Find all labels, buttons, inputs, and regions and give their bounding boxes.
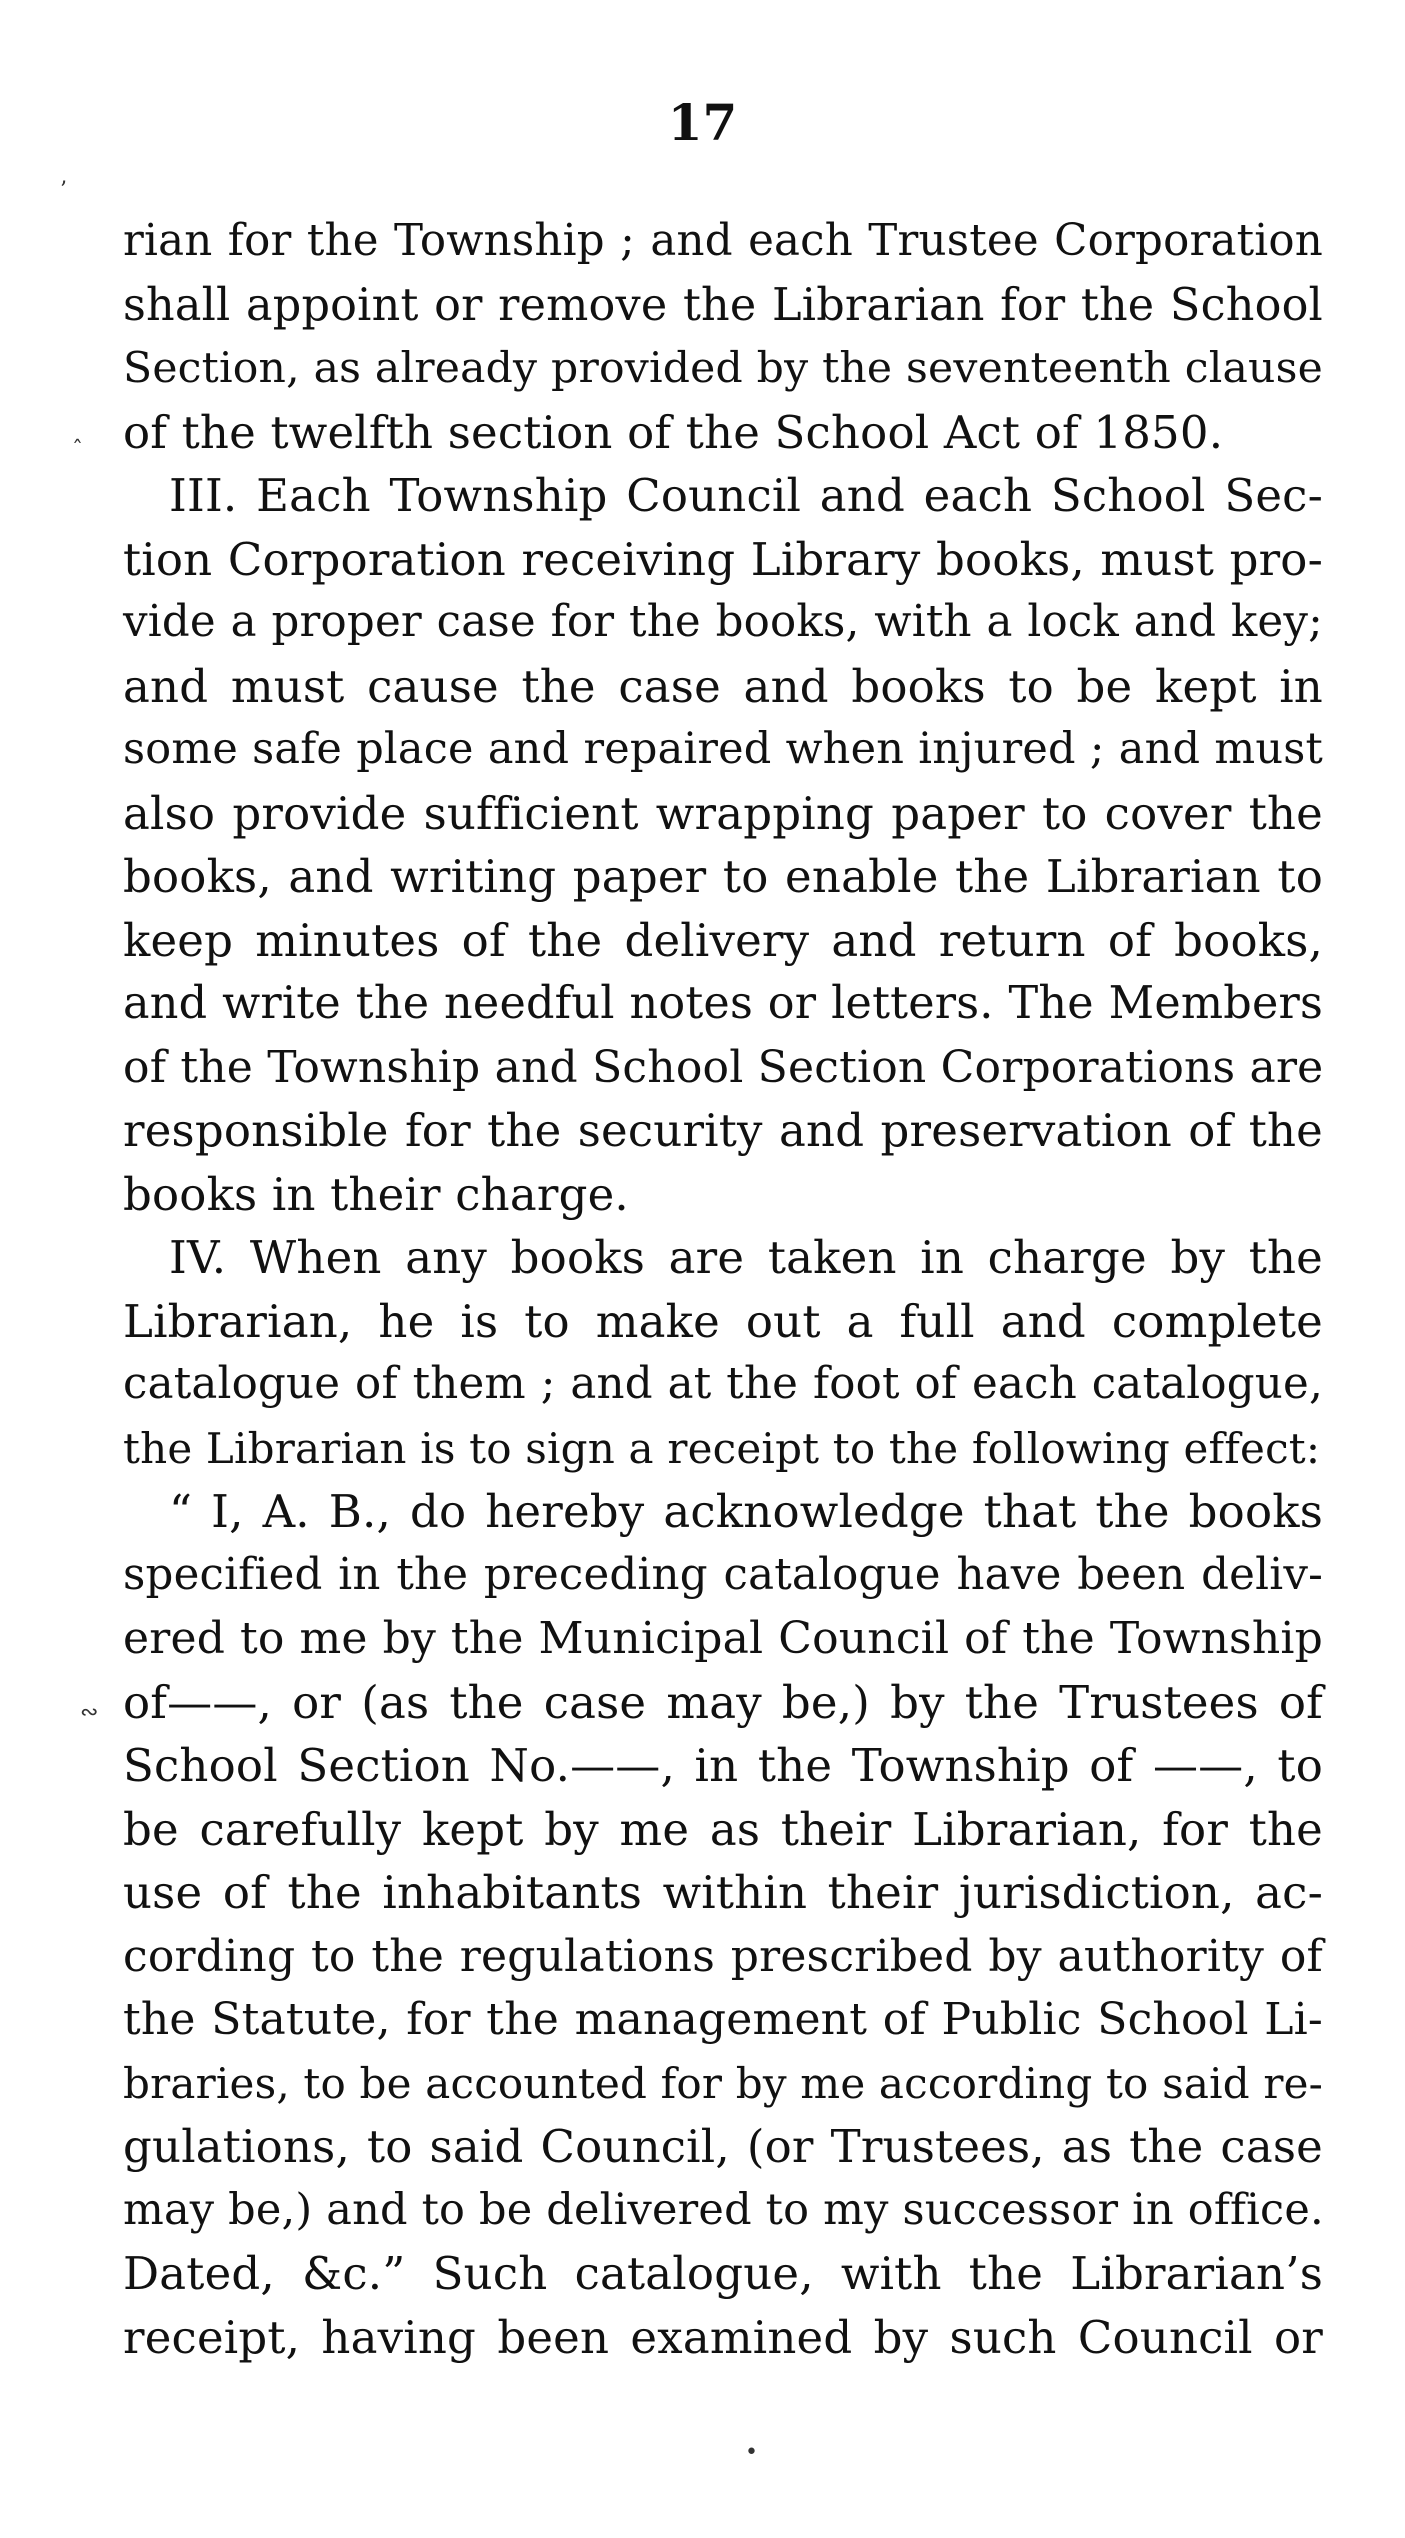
text-line: catalogue of them ; and at the foot of each catalogue, xyxy=(123,1359,1323,1409)
text-line: cording to the regulations prescribed by authority of xyxy=(123,1930,1323,1982)
text-line: also provide sufficient wrapping paper to cover the xyxy=(123,786,1323,840)
text-line: of the Township and School Section Corporations are xyxy=(123,1041,1324,1093)
margin-speck: ∾ xyxy=(80,1700,99,1725)
text-line: use of the inhabitants within their jurisdiction, ac- xyxy=(123,1866,1323,1919)
margin-speck: • xyxy=(745,2440,758,2465)
text-line: III. Each Township Council and each School Sec- xyxy=(169,469,1323,522)
text-line: tion Corporation receiving Library books, must pro- xyxy=(123,532,1323,586)
text-line: specified in the preceding catalogue have been deliv- xyxy=(123,1549,1323,1600)
page-number: 17 xyxy=(667,93,738,152)
text-line: Section, as already provided by the seventeenth clause xyxy=(123,344,1323,393)
text-line: receipt, having been examined by such Council or xyxy=(123,2310,1323,2364)
text-line: “ I, A. B., do hereby acknowledge that the books xyxy=(169,1485,1323,1538)
text-line: and write the needful notes or letters. The Members xyxy=(123,978,1323,1029)
text-line: ered to me by the Municipal Council of the Township xyxy=(123,1613,1323,1664)
text-line: gulations, to said Council, (or Trustees, as the case xyxy=(123,2120,1323,2173)
text-line: books in their charge. xyxy=(123,1167,629,1221)
text-line: of——, or (as the case may be,) by the Trustees of xyxy=(123,1675,1323,1729)
text-line: rian for the Township ; and each Trustee Corporation xyxy=(123,216,1323,266)
text-line: keep minutes of the delivery and return of books, xyxy=(123,913,1323,967)
text-line: and must cause the case and books to be kept in xyxy=(123,659,1323,713)
text-line: braries, to be accounted for by me according to said re- xyxy=(123,2058,1324,2108)
text-line: of the twelfth section of the School Act of 1850. xyxy=(123,405,1224,459)
text-line: some safe place and repaired when injured ; and must xyxy=(123,724,1323,774)
margin-speck: ’ xyxy=(60,178,67,203)
text-line: the Statute, for the management of Public School Li- xyxy=(123,1994,1323,2045)
text-line: be carefully kept by me as their Librarian, for the xyxy=(123,1802,1323,1856)
text-line: Librarian, he is to make out a full and complete xyxy=(123,1294,1323,1348)
text-line: may be,) and to be delivered to my successor in office. xyxy=(123,2184,1324,2235)
margin-speck: ˆ xyxy=(72,438,83,463)
text-line: books, and writing paper to enable the Librarian to xyxy=(123,850,1323,903)
text-line: School Section No.——, in the Township of ——, to xyxy=(123,1739,1323,1792)
text-line: vide a proper case for the books, with a lock and key; xyxy=(123,597,1323,647)
body-text xyxy=(123,210,1323,2369)
text-line: shall appoint or remove the Librarian for the School xyxy=(123,279,1323,331)
text-line: the Librarian is to sign a receipt to the following effect: xyxy=(123,1423,1321,1473)
text-line: Dated, &c.” Such catalogue, with the Librarian’s xyxy=(123,2247,1323,2300)
text-line: responsible for the security and preservation of the xyxy=(123,1104,1323,1157)
text-line: IV. When any books are taken in charge by the xyxy=(169,1231,1323,1284)
